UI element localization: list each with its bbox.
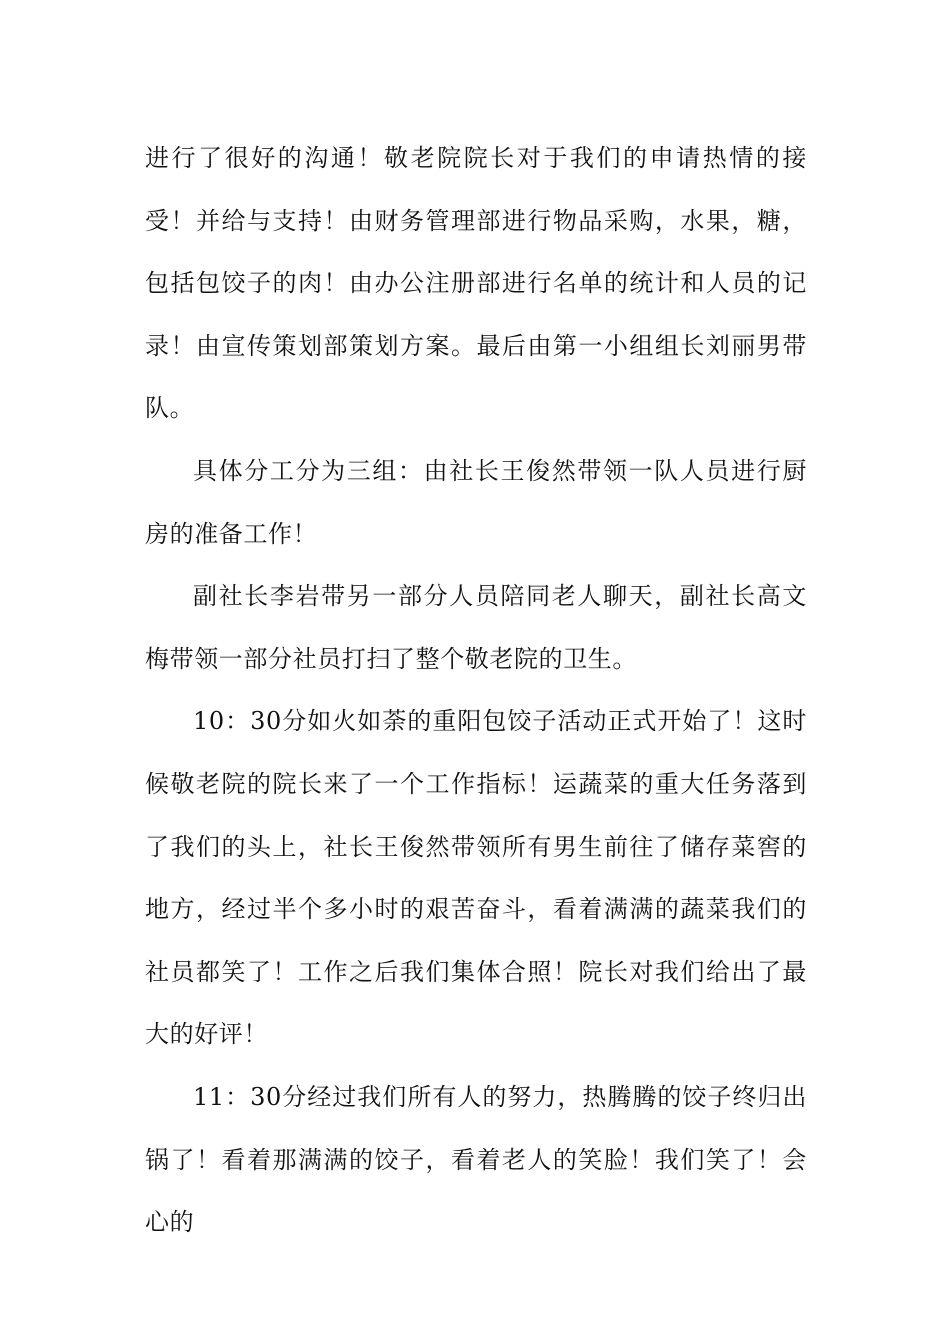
paragraph-vice-presidents: 副社长李岩带另一部分人员陪同老人聊天，副社长高文梅带领一部分社员打扫了整个敬老院的卫生。	[145, 582, 807, 673]
document-body	[145, 127, 807, 1254]
paragraph-1030-activity: 10：30分如火如荼的重阳包饺子活动正式开始了！这时候敬老院的院长来了一个工作指标！运蔬菜的重大任务落到了我们的头上，社长王俊然带领所有男生前往了储存菜窖的地方，经过半个多小时的艰苦奋斗，看着满满的蔬菜我们的社员都笑了！工作之后我们集体合照！院长对我们给出了最大的好评！	[145, 707, 807, 1049]
paragraph-division-of-labor: 具体分工分为三组：由社长王俊然带领一队人员进行厨房的准备工作！	[145, 456, 807, 548]
paragraph-continued: 进行了很好的沟通！敬老院院长对于我们的申请热情的接受！并给与支持！由财务管理部进行物品采购，水果，糖，包括包饺子的肉！由办公注册部进行名单的统计和人员的记录！由宣传策划部策划方案。最后由第一小组组长刘丽男带队。	[145, 144, 807, 423]
paragraph-1130-dumplings: 11：30分经过我们所有人的努力，热腾腾的饺子终归出锅了！看着那满满的饺子，看着老人的笑脸！我们笑了！会心的	[145, 1082, 807, 1237]
